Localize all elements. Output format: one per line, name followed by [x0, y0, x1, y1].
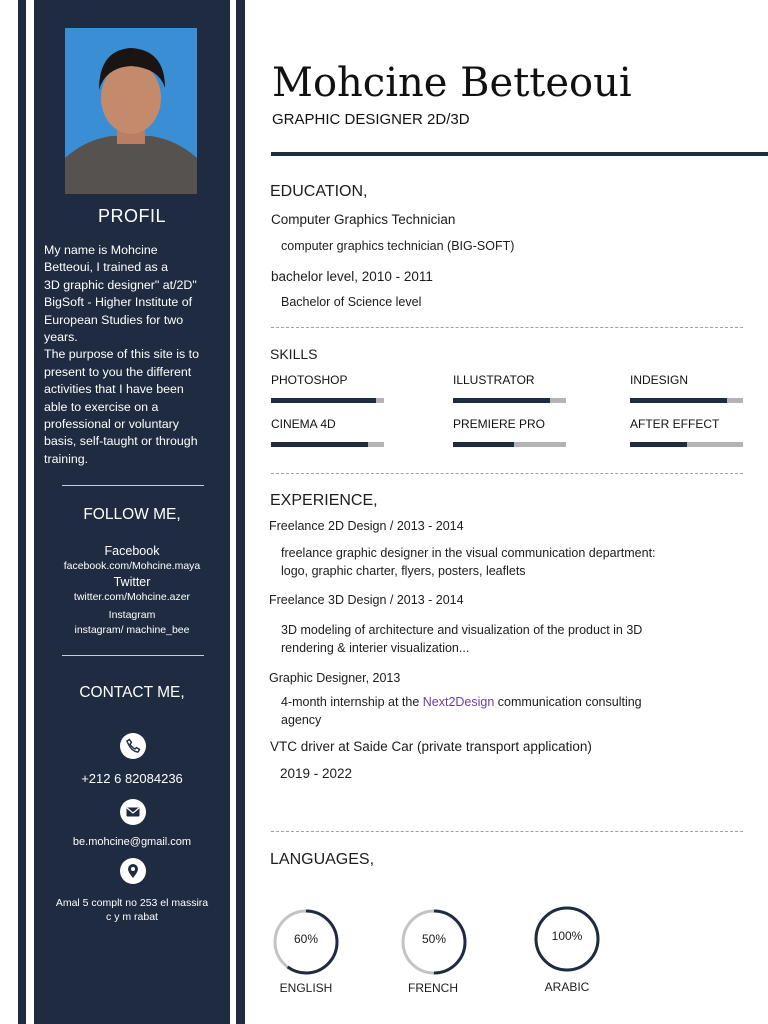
phone-number[interactable]: +212 6 82084236 — [81, 771, 183, 786]
language-name: ARABIC — [544, 980, 590, 994]
education-heading: bachelor level, 2010 - 2011 — [271, 269, 433, 284]
social-url[interactable]: instagram/ machine_bee — [74, 624, 190, 636]
section-divider — [271, 831, 743, 832]
profile-photo — [65, 28, 197, 194]
experience-heading: VTC driver at Saide Car (private transport application) — [270, 739, 592, 754]
social-facebook[interactable] — [34, 543, 230, 574]
job-title: GRAPHIC DESIGNER 2D/3D — [272, 111, 470, 128]
language-ring — [400, 908, 468, 976]
experience-detail: 2019 - 2022 — [280, 766, 353, 781]
skill-bar — [453, 398, 566, 403]
education-title: EDUCATION, — [270, 183, 368, 200]
skill-fill — [271, 442, 368, 447]
skills-title: SKILLS — [270, 346, 318, 362]
education-detail: Bachelor of Science level — [281, 295, 422, 309]
skill-label: ILLUSTRATOR — [453, 373, 535, 387]
section-divider — [271, 473, 743, 474]
follow-title: FOLLOW ME, — [83, 506, 181, 523]
social-name: Twitter — [113, 575, 151, 589]
skill-label: CINEMA 4D — [271, 417, 336, 431]
skill-fill — [630, 442, 687, 447]
language-percent: 100% — [551, 929, 583, 943]
language-ring — [272, 908, 340, 976]
skill-fill — [453, 442, 514, 447]
location-icon — [120, 858, 146, 884]
person-name: Mohcine Betteoui — [272, 60, 632, 106]
social-url[interactable]: twitter.com/Mohcine.azer — [73, 591, 191, 603]
language-name: ENGLISH — [279, 981, 333, 995]
sidebar — [34, 0, 230, 1024]
social-url[interactable]: facebook.com/Mohcine.maya — [63, 560, 201, 572]
skill-fill — [630, 398, 727, 403]
language-percent: 60% — [293, 932, 319, 946]
phone-icon — [120, 733, 146, 759]
header-rule — [271, 152, 768, 156]
company-link[interactable]: Next2Design — [422, 695, 495, 709]
email-icon — [120, 799, 146, 825]
social-twitter[interactable] — [34, 574, 230, 605]
experience-detail — [281, 694, 642, 729]
email-address[interactable]: be.mohcine@gmail.com — [72, 836, 192, 848]
skill-bar — [453, 442, 566, 447]
experience-detail-text: 4-month internship at the — [281, 695, 423, 709]
skill-label: PREMIERE PRO — [453, 417, 546, 431]
experience-title: EXPERIENCE, — [270, 492, 378, 509]
experience-heading: Graphic Designer, 2013 — [269, 671, 401, 685]
profil-title: PROFIL — [97, 206, 166, 226]
education-heading: Computer Graphics Technician — [271, 212, 456, 227]
skill-bar — [630, 442, 743, 447]
language-percent: 50% — [421, 932, 447, 946]
social-name: Facebook — [104, 544, 160, 558]
sidebar-divider — [62, 485, 204, 486]
skill-bar — [271, 442, 384, 447]
skill-bar — [630, 398, 743, 403]
social-instagram[interactable] — [34, 608, 230, 638]
sidebar-divider — [62, 655, 204, 656]
skill-fill — [271, 398, 376, 403]
experience-heading: Freelance 2D Design / 2013 - 2014 — [269, 519, 464, 533]
languages-title: LANGUAGES, — [270, 851, 375, 868]
social-name: Instagram — [108, 609, 156, 621]
section-divider — [271, 327, 743, 328]
left-stripe — [18, 0, 26, 1024]
address-line: c y m rabat — [106, 911, 158, 923]
education-detail: computer graphics technician (BIG-SOFT) — [281, 239, 515, 253]
skill-label: INDESIGN — [630, 373, 689, 387]
skill-bar — [271, 398, 384, 403]
divider-stripe — [236, 0, 245, 1024]
address — [34, 896, 230, 924]
contact-title: CONTACT ME, — [79, 684, 185, 701]
profil-text: My name is Mohcine Betteoui, I trained as a 3D graphic designer" at/2D" BigSoft - Higher Institute of European Studies for two years. The purpose of this site is to present to you the different activities that I have been able to exercise on a professional or voluntary basis, self-taught or through training. — [44, 243, 199, 466]
language-name: FRENCH — [408, 981, 458, 995]
skill-fill — [453, 398, 550, 403]
experience-detail: 3D modeling of architecture and visualization of the product in 3D rendering & interier visualization... — [281, 623, 643, 655]
experience-detail: freelance graphic designer in the visual communication department: logo, graphic charter, flyers, posters, leaflets — [281, 546, 656, 578]
skill-label: PHOTOSHOP — [271, 373, 348, 387]
language-ring — [533, 905, 601, 973]
address-line: Amal 5 complt no 253 el massira — [55, 897, 209, 909]
skill-label: AFTER EFFECT — [630, 417, 720, 431]
experience-heading: Freelance 3D Design / 2013 - 2014 — [269, 593, 464, 607]
experience-detail-text: communication consulting agency — [281, 695, 642, 727]
